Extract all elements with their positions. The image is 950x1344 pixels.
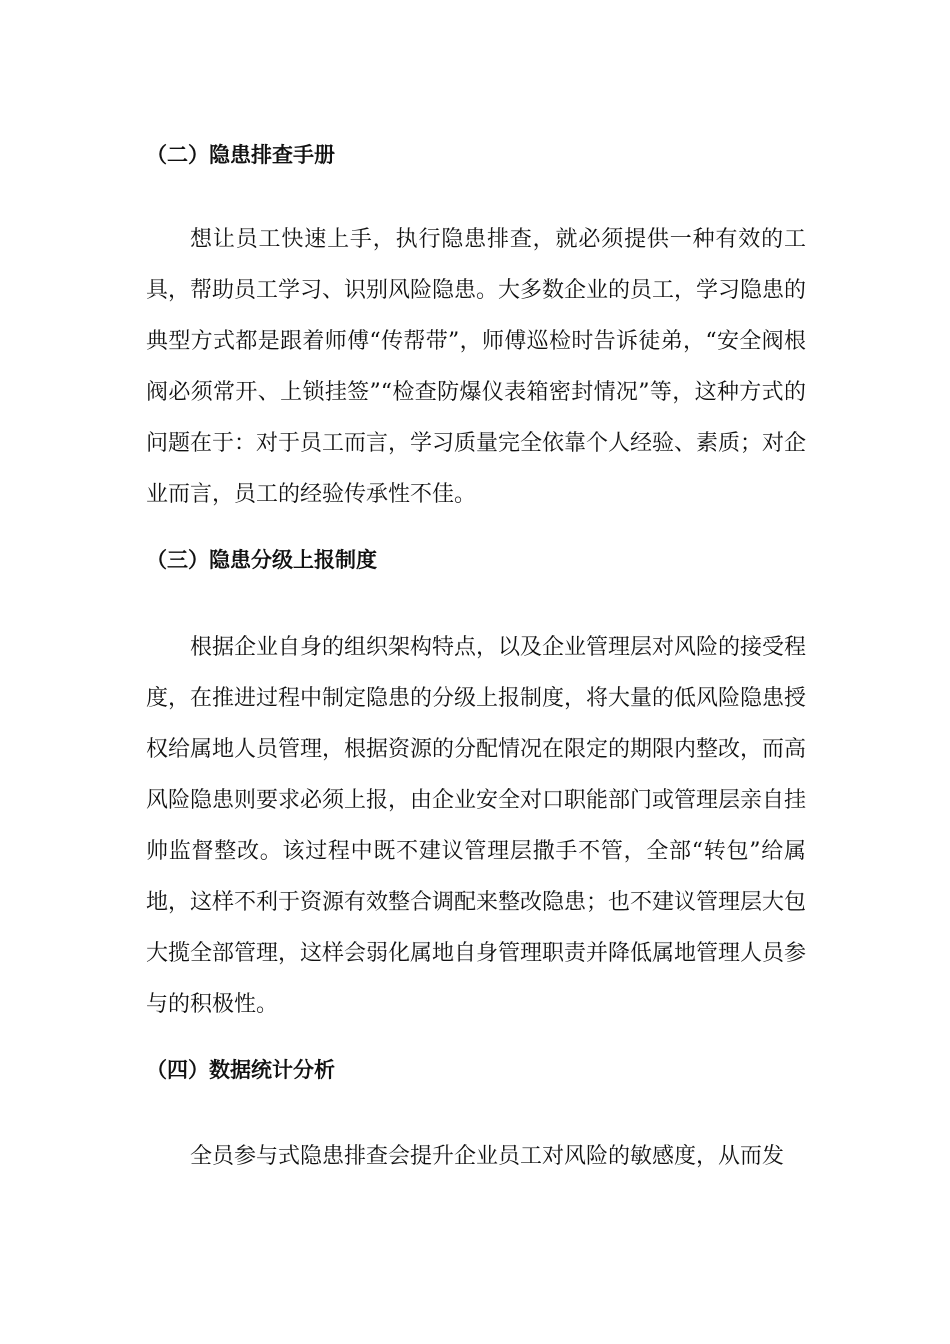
- section-paragraph-hazard-checklist: 想让员工快速上手，执行隐患排查，就必须提供一种有效的工具，帮助员工学习、识别风险隐患。大多数企业的员工，学习隐患的典型方式都是跟着师傅“传帮带”，师傅巡检时告诉徒弟，“安全阀根阀必须常开、上锁挂签”“检查防爆仪表箱密封情况”等，这种方式的问题在于：对于员工而言，学习质量完全依靠个人经验、素质；对企业而言，员工的经验传承性不佳。: [146, 227, 807, 507]
- section-heading-data-analysis: （四）数据统计分析: [146, 1058, 335, 1082]
- section-paragraph-data-analysis: 全员参与式隐患排查会提升企业员工对风险的敏感度，从而发: [190, 1144, 785, 1169]
- section-heading-hazard-checklist: （二）隐患排查手册: [146, 143, 335, 167]
- section-heading-tiered-reporting: （三）隐患分级上报制度: [146, 548, 377, 572]
- section-paragraph-tiered-reporting: 根据企业自身的组织架构特点，以及企业管理层对风险的接受程度，在推进过程中制定隐患的分级上报制度，将大量的低风险隐患授权给属地人员管理，根据资源的分配情况在限定的期限内整改，而高风险隐患则要求必须上报，由企业安全对口职能部门或管理层亲自挂帅监督整改。该过程中既不建议管理层撒手不管，全部“转包”给属地，这样不利于资源有效整合调配来整改隐患；也不建议管理层大包大揽全部管理，这样会弱化属地自身管理职责并降低属地管理人员参与的积极性。: [146, 635, 807, 1017]
